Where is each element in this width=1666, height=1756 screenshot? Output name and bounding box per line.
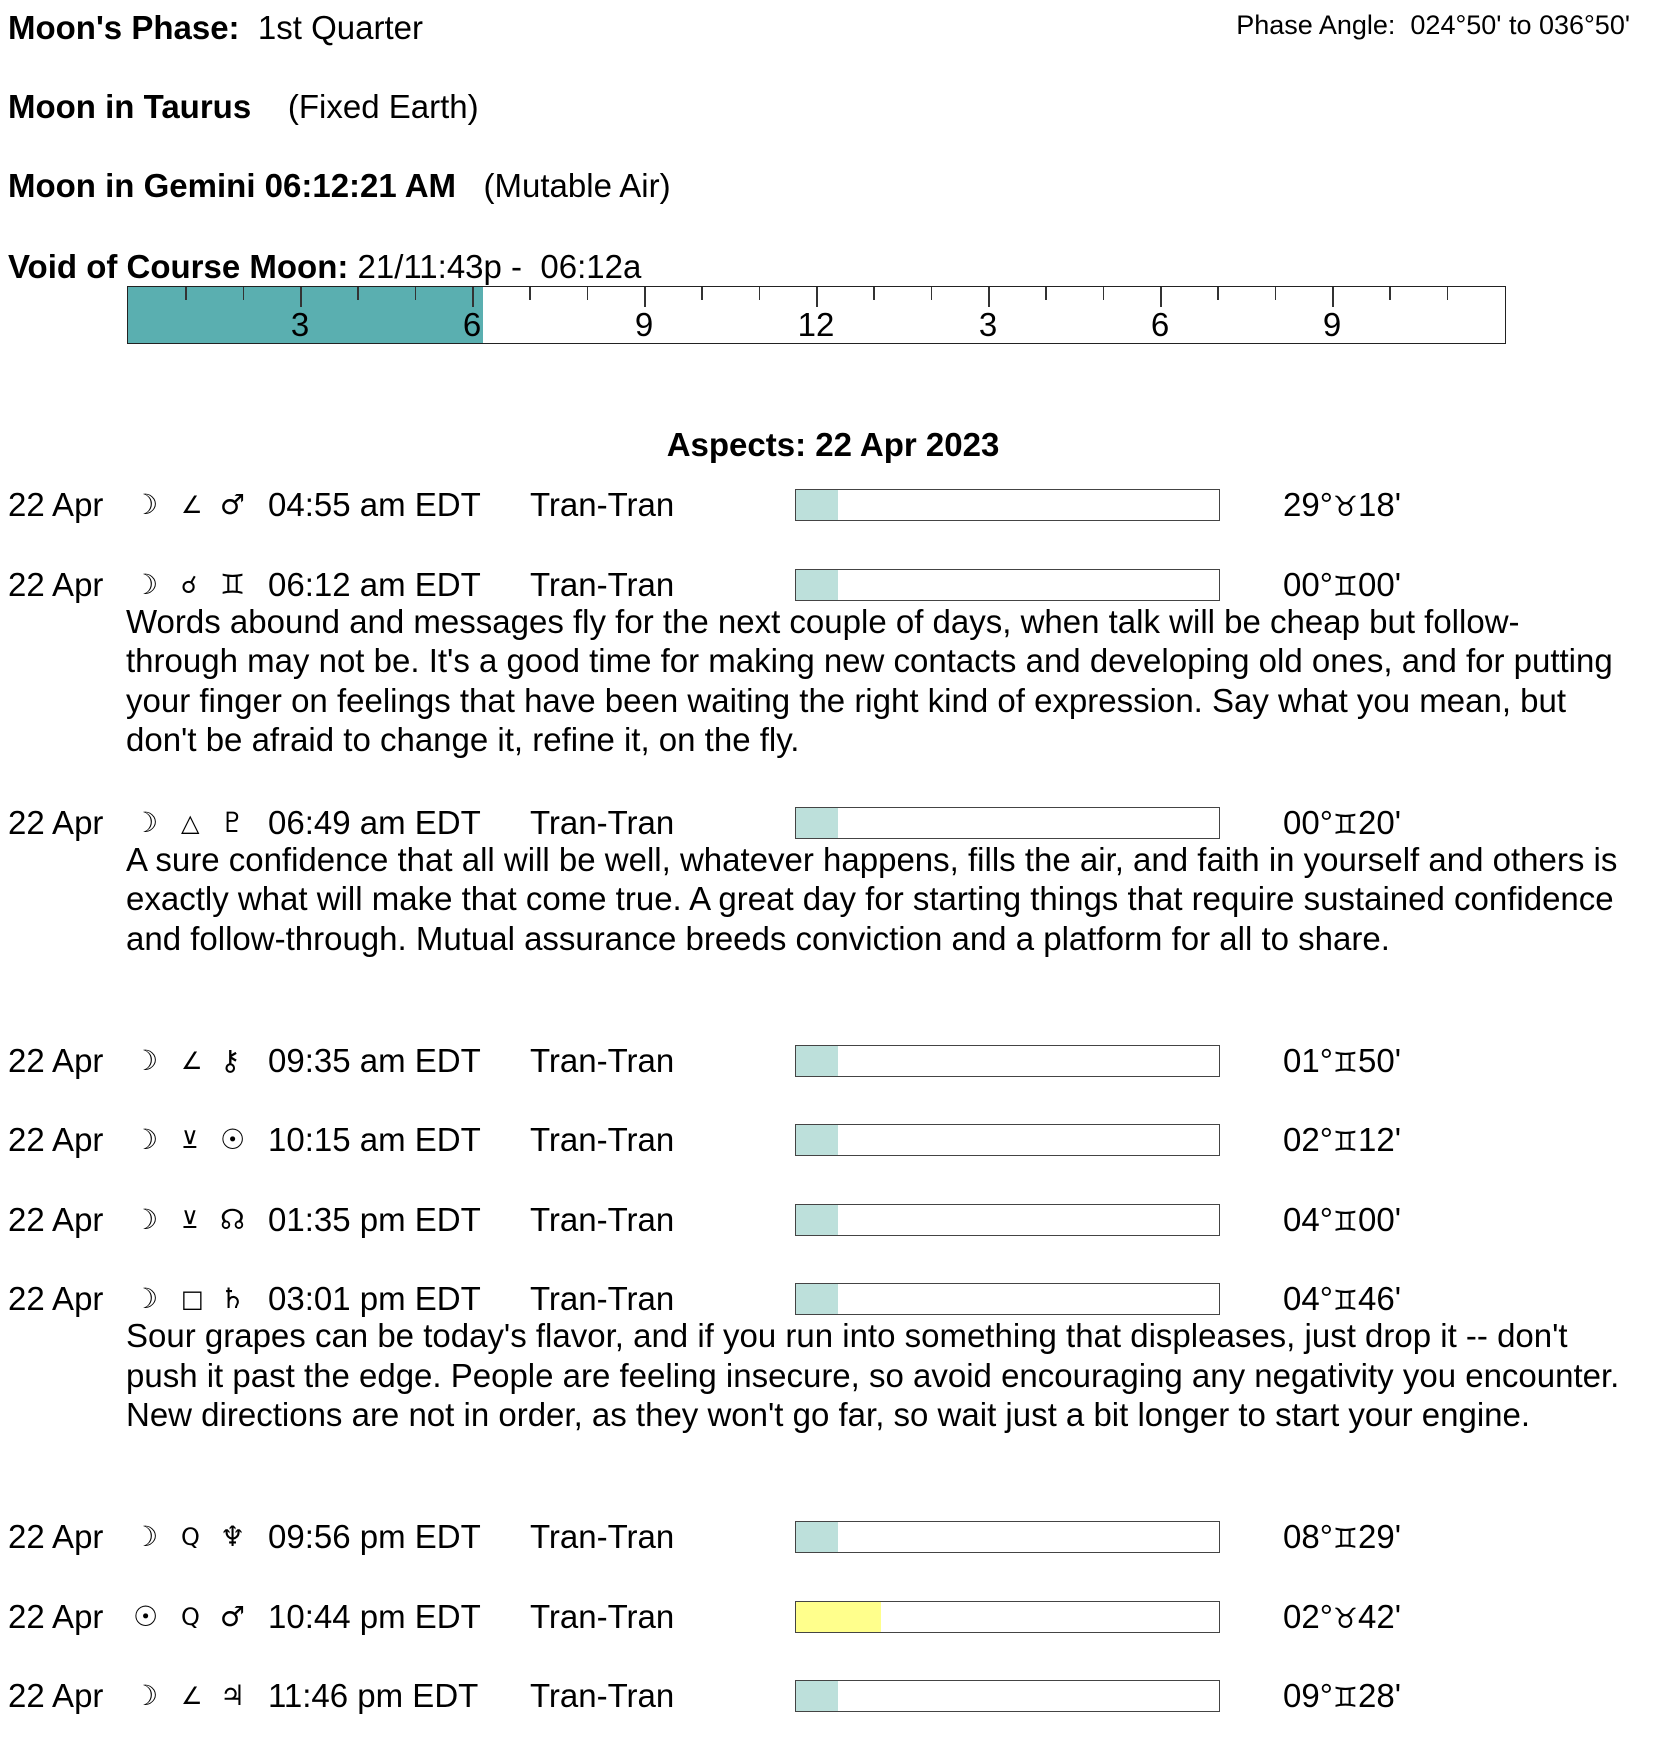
position-degrees: 04° <box>1283 1200 1333 1238</box>
semisquare-icon: ∠ <box>181 491 203 519</box>
mars-icon: ♂ <box>220 1599 246 1633</box>
timeline-tick <box>1332 287 1334 307</box>
aspect-type: Tran-Tran <box>530 1121 675 1158</box>
aspect-date: 22 Apr <box>8 1041 104 1079</box>
neptune-icon: ♆ <box>220 1520 246 1553</box>
aspect-type: Tran-Tran <box>530 1518 675 1555</box>
gemini-icon: ♊ <box>1332 569 1359 603</box>
position-degrees: 29° <box>1283 486 1333 523</box>
moon-icon: ☽ <box>133 488 159 521</box>
moon-phase-value: 1st Quarter <box>257 9 423 46</box>
moon-icon: ☽ <box>133 1043 159 1077</box>
aspect-position <box>1283 1041 1401 1083</box>
gemini-icon: ♊ <box>1332 807 1359 841</box>
quintile-icon: Q <box>181 1523 200 1551</box>
timeline-tick-label: 6 <box>462 306 482 343</box>
timeline-tick <box>873 287 875 300</box>
aspect-strength-fill <box>796 1522 838 1552</box>
timeline-tick <box>1160 287 1162 307</box>
jupiter-icon: ♃ <box>220 1679 246 1712</box>
aspect-strength-fill <box>796 808 838 838</box>
aspect-description: Sour grapes can be today's flavor, and if you run into something that displeases, just drop it -- don't push it past the edge. People are feeling insecure, so avoid encouraging any negativity you encounter. New directions are not in order, as they won't go far, so wait just a bit longer to start your engine. <box>126 1317 1620 1433</box>
timeline-tick-label: 3 <box>978 306 998 343</box>
aspect-date: 22 Apr <box>8 1200 104 1238</box>
moon-sign-gemini-quality: (Mutable Air) <box>483 167 671 204</box>
aspect-time: 09:35 am EDT <box>268 1041 481 1079</box>
aspect-position <box>1283 1676 1401 1718</box>
timeline-tick <box>816 287 818 307</box>
timeline-tick <box>1389 287 1391 300</box>
aspect-strength-bar <box>795 1601 1220 1633</box>
moon-sign-taurus-line <box>8 87 479 127</box>
semisquare-icon: ∠ <box>181 1046 203 1075</box>
aspect-type: Tran-Tran <box>530 1280 675 1317</box>
aspect-time: 06:49 am EDT <box>268 803 481 841</box>
aspect-strength-bar <box>795 1204 1220 1236</box>
moon-sign-gemini-line <box>8 166 671 206</box>
aspect-strength-fill <box>796 1284 838 1314</box>
timeline-tick <box>185 287 187 300</box>
moon-icon: ☽ <box>133 805 159 839</box>
gemini-icon: ♊ <box>220 567 246 601</box>
aspect-position <box>1283 485 1401 527</box>
aspect-date: 22 Apr <box>8 1518 104 1555</box>
aspect-position <box>1283 1279 1401 1321</box>
aspect-date: 22 Apr <box>8 486 104 523</box>
aspect-strength-bar <box>795 1283 1220 1315</box>
position-degrees: 08° <box>1283 1518 1333 1555</box>
timeline-tick <box>587 287 589 300</box>
semisquare-icon: ∠ <box>181 1682 203 1710</box>
moon-icon: ☽ <box>133 1202 159 1236</box>
timeline-tick-label: 6 <box>1150 306 1170 343</box>
position-minutes: 29' <box>1358 1518 1402 1555</box>
aspect-date: 22 Apr <box>8 1280 104 1317</box>
position-degrees: 00° <box>1283 803 1333 841</box>
aspect-time: 04:55 am EDT <box>268 486 481 523</box>
aspect-position <box>1283 1517 1401 1559</box>
timeline-tick <box>529 287 531 300</box>
aspect-position <box>1283 1120 1401 1162</box>
moon-icon: ☽ <box>133 567 159 601</box>
aspect-time: 01:35 pm EDT <box>268 1200 481 1238</box>
aspect-time: 10:44 pm EDT <box>268 1597 481 1635</box>
timeline-tick-label: 12 <box>797 306 835 343</box>
moon-icon: ☽ <box>133 1282 159 1315</box>
void-of-course-line <box>8 247 641 287</box>
aspect-strength-fill <box>796 1681 838 1711</box>
sun-icon: ☉ <box>133 1599 159 1633</box>
aspect-strength-fill <box>796 1046 838 1076</box>
position-minutes: 50' <box>1358 1041 1402 1079</box>
position-degrees: 02° <box>1283 1597 1333 1635</box>
aspect-strength-fill <box>796 1205 838 1235</box>
timeline-tick <box>357 287 359 300</box>
aspects-title: Aspects: 22 Apr 2023 <box>666 426 1000 463</box>
aspect-position <box>1283 803 1401 845</box>
aspect-description: Words abound and messages fly for the next couple of days, when talk will be cheap but follow-through may not be. It's a good time for making new contacts and developing old ones, and for putting your finger on feelings that have been waiting the right kind of expression. Say what you mean, but don't be afraid to change it, refine it, on the fly. <box>126 602 1613 758</box>
semisextile-icon: ⊻ <box>181 1205 199 1234</box>
position-minutes: 18' <box>1358 486 1402 523</box>
aspect-type: Tran-Tran <box>530 486 675 523</box>
aspect-strength-bar <box>795 489 1220 521</box>
timeline-tick <box>931 287 933 300</box>
aspect-strength-bar <box>795 1124 1220 1156</box>
aspect-type: Tran-Tran <box>530 565 675 603</box>
gemini-icon: ♊ <box>1332 1284 1359 1317</box>
moon-icon: ☽ <box>133 1123 159 1156</box>
gemini-icon: ♊ <box>1332 1681 1359 1714</box>
moon-sign-gemini-label: Moon in Gemini 06:12:21 AM <box>8 167 457 204</box>
position-minutes: 46' <box>1358 1280 1402 1317</box>
moon-phase-line <box>8 8 423 48</box>
aspect-strength-bar <box>795 569 1220 601</box>
timeline-tick <box>988 287 990 307</box>
timeline-tick-label: 3 <box>290 306 310 343</box>
timeline-tick <box>300 287 302 307</box>
timeline-tick <box>243 287 245 300</box>
position-minutes: 00' <box>1358 1200 1402 1238</box>
moon-sign-taurus-quality: (Fixed Earth) <box>287 88 479 125</box>
position-degrees: 01° <box>1283 1041 1333 1079</box>
position-minutes: 20' <box>1358 803 1402 841</box>
timeline-tick <box>1217 287 1219 300</box>
taurus-icon: ♉ <box>1332 490 1359 523</box>
aspect-type: Tran-Tran <box>530 1041 675 1079</box>
aspect-strength-bar <box>795 807 1220 839</box>
moon-sign-taurus-label: Moon in Taurus <box>8 88 252 125</box>
timeline-tick <box>1447 287 1449 300</box>
phase-angle-value: 024°50' to 036°50' <box>1410 10 1630 40</box>
timeline-tick <box>1275 287 1277 300</box>
aspect-date: 22 Apr <box>8 565 104 603</box>
aspect-strength-fill <box>796 1602 881 1632</box>
gemini-icon: ♊ <box>1332 1522 1359 1555</box>
aspect-type: Tran-Tran <box>530 803 675 841</box>
aspect-date: 22 Apr <box>8 1677 104 1714</box>
timeline-tick-label: 9 <box>634 306 654 343</box>
position-minutes: 00' <box>1358 565 1402 603</box>
aspect-strength-fill <box>796 490 838 520</box>
aspect-description: A sure confidence that all will be well, whatever happens, fills the air, and faith in yourself and others is exactly what will make that come true. A great day for starting things that require sustained confidence and follow-through. Mutual assurance breeds conviction and a platform for all to share. <box>126 840 1618 957</box>
aspect-strength-bar <box>795 1045 1220 1077</box>
aspect-date: 22 Apr <box>8 803 104 841</box>
mars-icon: ♂ <box>220 488 246 521</box>
aspect-position <box>1283 1597 1401 1639</box>
quintile-icon: Q <box>181 1602 200 1631</box>
aspect-strength-fill <box>796 570 838 600</box>
taurus-icon: ♉ <box>1332 1601 1359 1635</box>
phase-angle-label: Phase Angle: <box>1236 10 1396 40</box>
void-of-course-timeline <box>127 286 1506 344</box>
aspect-position <box>1283 565 1401 607</box>
trine-icon: △ <box>181 808 200 837</box>
timeline-tick <box>1045 287 1047 300</box>
aspect-type: Tran-Tran <box>530 1200 675 1238</box>
gemini-icon: ♊ <box>1332 1125 1359 1158</box>
aspect-strength-bar <box>795 1680 1220 1712</box>
moon-icon: ☽ <box>133 1520 159 1553</box>
position-minutes: 28' <box>1358 1677 1402 1714</box>
position-degrees: 04° <box>1283 1280 1333 1317</box>
void-of-course-label: Void of Course Moon: <box>8 248 349 285</box>
timeline-tick <box>1103 287 1105 300</box>
timeline-tick-label: 9 <box>1322 306 1342 343</box>
aspect-date: 22 Apr <box>8 1121 104 1158</box>
aspect-position <box>1283 1200 1401 1242</box>
aspect-strength-bar <box>795 1521 1220 1553</box>
position-degrees: 02° <box>1283 1121 1333 1158</box>
timeline-tick <box>701 287 703 300</box>
aspect-time: 03:01 pm EDT <box>268 1280 481 1317</box>
timeline-tick <box>759 287 761 300</box>
gemini-icon: ♊ <box>1332 1204 1359 1238</box>
position-degrees: 00° <box>1283 565 1333 603</box>
position-minutes: 12' <box>1358 1121 1402 1158</box>
gemini-icon: ♊ <box>1332 1045 1359 1079</box>
square-icon: □ <box>181 1285 204 1313</box>
aspect-time: 09:56 pm EDT <box>268 1518 481 1555</box>
semisextile-icon: ⊻ <box>181 1126 199 1154</box>
moon-icon: ☽ <box>133 1679 159 1712</box>
timeline-tick <box>644 287 646 307</box>
void-of-course-value: 21/11:43p - 06:12a <box>357 248 642 285</box>
saturn-icon: ♄ <box>220 1282 246 1315</box>
timeline-tick <box>472 287 474 307</box>
moon-phase-label: Moon's Phase: <box>8 9 240 46</box>
aspect-type: Tran-Tran <box>530 1677 675 1714</box>
aspect-time: 10:15 am EDT <box>268 1121 481 1158</box>
phase-angle <box>1236 7 1630 43</box>
conjunction-icon: ☌ <box>181 570 198 599</box>
position-degrees: 09° <box>1283 1677 1333 1714</box>
aspect-strength-fill <box>796 1125 838 1155</box>
north-node-icon: ☊ <box>220 1202 245 1236</box>
pluto-icon: ♇ <box>220 805 246 839</box>
timeline-tick <box>415 287 417 300</box>
aspect-time: 11:46 pm EDT <box>268 1677 479 1714</box>
chiron-icon: ⚷ <box>220 1043 241 1077</box>
aspect-type: Tran-Tran <box>530 1597 675 1635</box>
sun-icon: ☉ <box>220 1123 246 1156</box>
aspect-date: 22 Apr <box>8 1597 104 1635</box>
position-minutes: 42' <box>1358 1597 1402 1635</box>
aspect-time: 06:12 am EDT <box>268 565 481 603</box>
